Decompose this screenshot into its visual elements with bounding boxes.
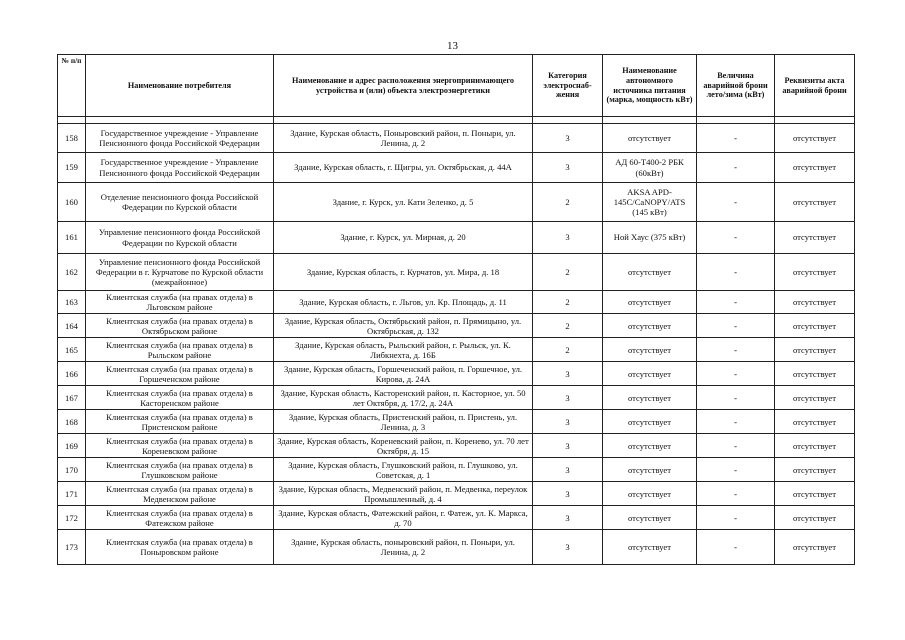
cell-consumer: Клиентская служба (на правах отдела) в Касторенском районе <box>86 386 274 410</box>
cell-act: отсутствует <box>775 291 855 314</box>
cell-category: 2 <box>533 338 603 362</box>
cell-power-source: отсутствует <box>603 386 697 410</box>
cell-reserve: - <box>697 124 775 153</box>
cell-act: отсутствует <box>775 506 855 530</box>
cell-num: 161 <box>58 222 86 254</box>
cell-act: отсутствует <box>775 314 855 338</box>
cell-power-source: отсутствует <box>603 362 697 386</box>
cell-num: 170 <box>58 458 86 482</box>
cell-reserve: - <box>697 410 775 434</box>
cell-consumer: Клиентская служба (на правах отдела) в Поныровском районе <box>86 530 274 565</box>
cell-reserve: - <box>697 183 775 222</box>
cell-consumer: Клиентская служба (на правах отдела) в Глушковском районе <box>86 458 274 482</box>
table-row <box>58 410 855 434</box>
cell-reserve: - <box>697 434 775 458</box>
cell-consumer: Клиентская служба (на правах отдела) в Пристенском районе <box>86 410 274 434</box>
table-row <box>58 530 855 565</box>
cell-reserve: - <box>697 386 775 410</box>
cell-num: 158 <box>58 124 86 153</box>
cell-power-source: отсутствует <box>603 482 697 506</box>
cell-reserve: - <box>697 482 775 506</box>
cell-power-source: АД 60-Т400-2 РБК (60кВт) <box>603 153 697 183</box>
cell-consumer: Клиентская служба (на правах отдела) в Горшеченском районе <box>86 362 274 386</box>
cell-object: Здание, Курская область, Глушковский район, п. Глушково, ул. Советская, д. 1 <box>274 458 533 482</box>
cell-consumer: Клиентская служба (на правах отдела) в Рыльском районе <box>86 338 274 362</box>
cell-num: 159 <box>58 153 86 183</box>
cell-reserve: - <box>697 530 775 565</box>
cell-num: 172 <box>58 506 86 530</box>
table-row <box>58 434 855 458</box>
cell-consumer: Клиентская служба (на правах отдела) в Кореневском районе <box>86 434 274 458</box>
cell-num: 173 <box>58 530 86 565</box>
cell-act: отсутствует <box>775 254 855 291</box>
table-row <box>58 314 855 338</box>
cell-act: отсутствует <box>775 530 855 565</box>
table-row <box>58 338 855 362</box>
cell-num: 165 <box>58 338 86 362</box>
cell-act: отсутствует <box>775 458 855 482</box>
cell-object: Здание, Курская область, Кореневский район, п. Коренево, ул. 70 лет Октября, д. 15 <box>274 434 533 458</box>
table-row <box>58 386 855 410</box>
consumer-registry-table <box>57 54 855 565</box>
cell-power-source: отсутствует <box>603 506 697 530</box>
cell-num: 169 <box>58 434 86 458</box>
cell-object: Здание, Курская область, г. Щигры, ул. Октябрьская, д. 44А <box>274 153 533 183</box>
table-row <box>58 458 855 482</box>
table-row <box>58 222 855 254</box>
header-consumer: Наименование потребителя <box>86 55 274 117</box>
cell-category: 3 <box>533 530 603 565</box>
cell-reserve: - <box>697 291 775 314</box>
cell-consumer: Клиентская служба (на правах отдела) в Октябрьском районе <box>86 314 274 338</box>
cell-num: 168 <box>58 410 86 434</box>
cell-reserve: - <box>697 362 775 386</box>
cell-category: 2 <box>533 291 603 314</box>
cell-category: 2 <box>533 314 603 338</box>
cell-object: Здание, Курская область, Пристенский район, п. Пристень, ул. Ленина, д. 3 <box>274 410 533 434</box>
cell-power-source: отсутствует <box>603 291 697 314</box>
table-header-row <box>58 55 855 117</box>
cell-consumer: Государственное учреждение - Управление Пенсионного фонда Российской Федерации <box>86 153 274 183</box>
cell-consumer: Отделение пенсионного фонда Российской Федерации по Курской области <box>86 183 274 222</box>
cell-reserve: - <box>697 222 775 254</box>
cell-num: 162 <box>58 254 86 291</box>
cell-num: 164 <box>58 314 86 338</box>
cell-reserve: - <box>697 506 775 530</box>
cell-num: 160 <box>58 183 86 222</box>
cell-power-source: отсутствует <box>603 434 697 458</box>
table-row <box>58 291 855 314</box>
page-number: 13 <box>447 40 458 52</box>
cell-consumer: Управление пенсионного фонда Российской Федерации по Курской области <box>86 222 274 254</box>
cell-category: 3 <box>533 410 603 434</box>
cell-object: Здание, г. Курск, ул. Мирная, д. 20 <box>274 222 533 254</box>
cell-act: отсутствует <box>775 386 855 410</box>
cell-reserve: - <box>697 338 775 362</box>
cell-object: Здание, Курская область, Поныровский район, п. Поныри, ул. Ленина, д. 2 <box>274 124 533 153</box>
cell-act: отсутствует <box>775 434 855 458</box>
header-num: № п/п <box>58 55 86 117</box>
cell-num: 171 <box>58 482 86 506</box>
cell-object: Здание, Курская область, Рыльский район, г. Рыльск, ул. К. Либкнехта, д. 16Б <box>274 338 533 362</box>
header-reserve: Величина аварийной брони лето/зима (кВт) <box>697 55 775 117</box>
cell-consumer: Клиентская служба (на правах отдела) в Медвенском районе <box>86 482 274 506</box>
cell-category: 3 <box>533 153 603 183</box>
header-category: Категория электроснаб-жения <box>533 55 603 117</box>
cell-object: Здание, Курская область, Фатежский район, г. Фатеж, ул. К. Маркса, д. 70 <box>274 506 533 530</box>
cell-category: 3 <box>533 124 603 153</box>
cell-power-source: отсутствует <box>603 314 697 338</box>
cell-power-source: отсутствует <box>603 338 697 362</box>
cell-reserve: - <box>697 153 775 183</box>
table-row <box>58 482 855 506</box>
cell-act: отсутствует <box>775 222 855 254</box>
table-row <box>58 254 855 291</box>
cell-act: отсутствует <box>775 362 855 386</box>
header-act: Реквизиты акта аварийной брони <box>775 55 855 117</box>
cell-category: 2 <box>533 254 603 291</box>
cell-power-source: отсутствует <box>603 458 697 482</box>
table-row <box>58 124 855 153</box>
cell-power-source: AKSA APD-145C/CaNOPY/ATS (145 кВт) <box>603 183 697 222</box>
cell-category: 3 <box>533 222 603 254</box>
cell-object: Здание, Курская область, Медвенский район, п. Медвенка, переулок Промышленный, д. 4 <box>274 482 533 506</box>
cell-power-source: Ной Хаус (375 кВт) <box>603 222 697 254</box>
table-row <box>58 183 855 222</box>
cell-num: 167 <box>58 386 86 410</box>
table-row <box>58 506 855 530</box>
cell-category: 3 <box>533 482 603 506</box>
cell-category: 3 <box>533 362 603 386</box>
cell-object: Здание, Курская область, Касторенский район, п. Касторное, ул. 50 лет Октября, д. 17/2, д. 24А <box>274 386 533 410</box>
cell-reserve: - <box>697 314 775 338</box>
cell-consumer: Управление пенсионного фонда Российской Федерации в г. Курчатове по Курской области (межрайонное) <box>86 254 274 291</box>
cell-category: 3 <box>533 506 603 530</box>
cell-consumer: Государственное учреждение - Управление Пенсионного фонда Российской Федерации <box>86 124 274 153</box>
cell-act: отсутствует <box>775 410 855 434</box>
cell-power-source: отсутствует <box>603 410 697 434</box>
cell-act: отсутствует <box>775 338 855 362</box>
cell-object: Здание, Курская область, г. Курчатов, ул. Мира, д. 18 <box>274 254 533 291</box>
header-object: Наименование и адрес расположения энергопринимающего устройства и (или) объекта электроэнергетики <box>274 55 533 117</box>
table-body <box>58 124 855 565</box>
header-gap-row <box>58 117 855 124</box>
cell-act: отсутствует <box>775 153 855 183</box>
header-power-source: Наименование автономного источника питания (марка, мощность кВт) <box>603 55 697 117</box>
cell-object: Здание, Курская область, Октябрьский район, п. Прямицыно, ул. Октябрьская, д. 132 <box>274 314 533 338</box>
cell-reserve: - <box>697 458 775 482</box>
cell-object: Здание, Курская область, г. Льгов, ул. Кр. Площадь, д. 11 <box>274 291 533 314</box>
table-row <box>58 153 855 183</box>
cell-power-source: отсутствует <box>603 124 697 153</box>
cell-num: 166 <box>58 362 86 386</box>
cell-num: 163 <box>58 291 86 314</box>
cell-category: 2 <box>533 183 603 222</box>
cell-consumer: Клиентская служба (на правах отдела) в Фатежском районе <box>86 506 274 530</box>
cell-reserve: - <box>697 254 775 291</box>
table-row <box>58 362 855 386</box>
cell-category: 3 <box>533 386 603 410</box>
cell-act: отсутствует <box>775 124 855 153</box>
cell-category: 3 <box>533 434 603 458</box>
cell-category: 3 <box>533 458 603 482</box>
cell-act: отсутствует <box>775 183 855 222</box>
cell-object: Здание, Курская область, поныровский район, п. Поныри, ул. Ленина, д. 2 <box>274 530 533 565</box>
cell-object: Здание, г. Курск, ул. Кати Зеленко, д. 5 <box>274 183 533 222</box>
cell-power-source: отсутствует <box>603 254 697 291</box>
cell-power-source: отсутствует <box>603 530 697 565</box>
cell-act: отсутствует <box>775 482 855 506</box>
cell-object: Здание, Курская область, Горшеченский район, п. Горшечное, ул. Кирова, д. 24А <box>274 362 533 386</box>
cell-consumer: Клиентская служба (на правах отдела) в Льговском районе <box>86 291 274 314</box>
